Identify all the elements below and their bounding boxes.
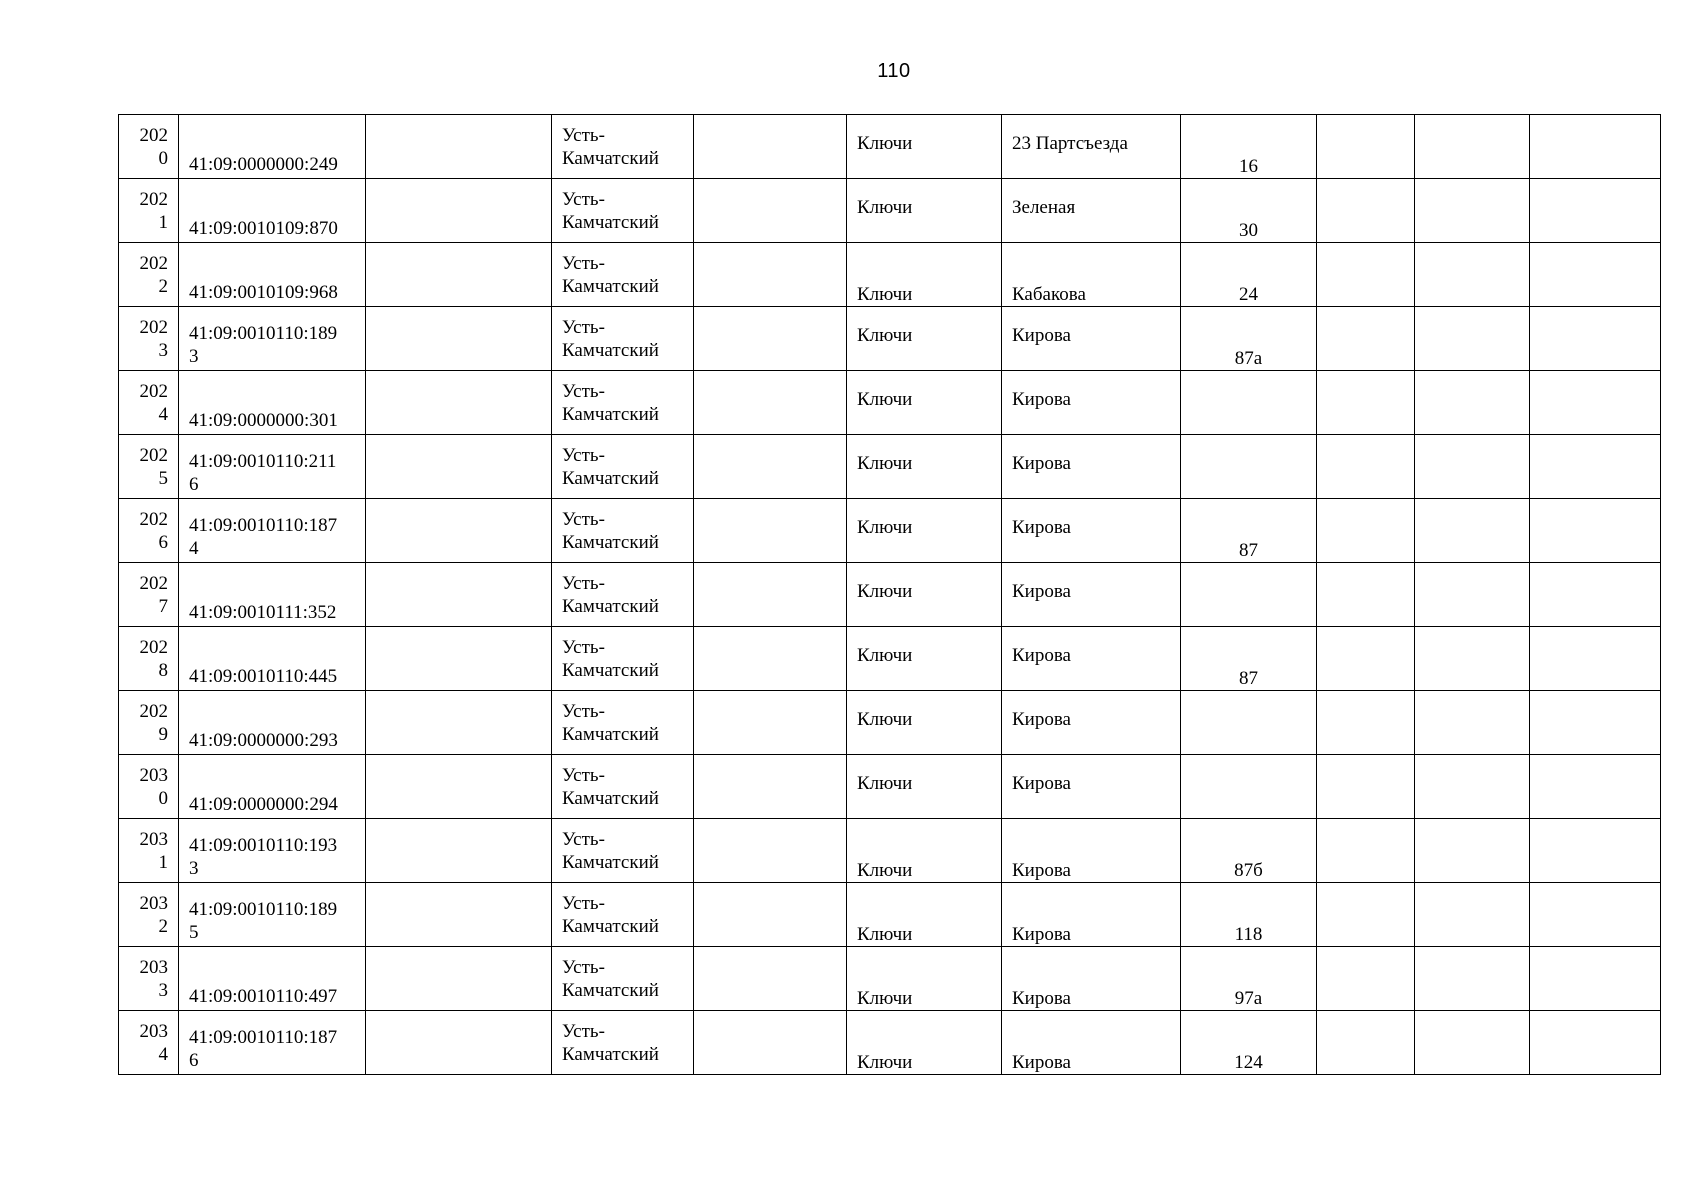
row-number-cell (119, 499, 179, 563)
empty-cell (694, 243, 847, 307)
table-row (119, 243, 1661, 307)
district-name-part: Усть- (562, 829, 605, 850)
district-name-part: Камчатский (562, 660, 659, 681)
registry-table-body (119, 115, 1661, 1075)
row-number-cell (119, 435, 179, 499)
empty-cell (1530, 947, 1661, 1011)
table-row (119, 947, 1661, 1011)
table-row (119, 883, 1661, 947)
empty-cell (1317, 755, 1415, 819)
empty-cell (1415, 947, 1530, 1011)
empty-cell (366, 883, 552, 947)
street-cell: Кирова (1002, 499, 1181, 563)
locality-cell: Ключи (847, 947, 1002, 1011)
empty-cell (694, 115, 847, 179)
empty-cell (1317, 371, 1415, 435)
row-number-part: 202 (139, 701, 168, 722)
district-cell (552, 1011, 694, 1075)
district-cell (552, 307, 694, 371)
cadastral-number-part: 41:09:0000000:301 (189, 410, 338, 431)
cadastral-number-part: 41:09:0010110:187 (189, 515, 338, 536)
empty-cell (1317, 499, 1415, 563)
table-row (119, 563, 1661, 627)
cadastral-number-part: 3 (189, 858, 199, 879)
empty-cell (1530, 691, 1661, 755)
district-name-part: Усть- (562, 573, 605, 594)
street-cell: Кирова (1002, 947, 1181, 1011)
district-name-part: Усть- (562, 701, 605, 722)
empty-cell (1530, 627, 1661, 691)
table-row (119, 755, 1661, 819)
empty-cell (1317, 307, 1415, 371)
district-cell (552, 563, 694, 627)
cadastral-number-cell (179, 115, 366, 179)
district-cell (552, 179, 694, 243)
table-row (119, 691, 1661, 755)
cadastral-number-part: 4 (189, 538, 199, 559)
row-number-part: 202 (139, 125, 168, 146)
street-cell: Кирова (1002, 627, 1181, 691)
street-cell: Кирова (1002, 691, 1181, 755)
cadastral-number-part: 6 (189, 474, 199, 495)
locality-cell: Ключи (847, 115, 1002, 179)
row-number-part: 202 (139, 253, 168, 274)
empty-cell (694, 1011, 847, 1075)
cadastral-number-cell (179, 947, 366, 1011)
district-name-part: Камчатский (562, 980, 659, 1001)
row-number-cell (119, 563, 179, 627)
locality-cell: Ключи (847, 563, 1002, 627)
empty-cell (1415, 691, 1530, 755)
house-number-cell: 87а (1181, 307, 1317, 371)
cadastral-number-part: 41:09:0000000:249 (189, 154, 338, 175)
row-number-part: 203 (139, 829, 168, 850)
empty-cell (1415, 179, 1530, 243)
empty-cell (1317, 115, 1415, 179)
table-row (119, 1011, 1661, 1075)
empty-cell (1530, 755, 1661, 819)
empty-cell (1317, 435, 1415, 499)
cadastral-number-part: 41:09:0010110:211 (189, 451, 337, 472)
empty-cell (694, 499, 847, 563)
empty-cell (366, 179, 552, 243)
empty-cell (1317, 563, 1415, 627)
locality-cell: Ключи (847, 179, 1002, 243)
empty-cell (694, 307, 847, 371)
street-cell: Кирова (1002, 307, 1181, 371)
cadastral-number-cell (179, 1011, 366, 1075)
district-name-part: Усть- (562, 381, 605, 402)
table-row (119, 819, 1661, 883)
house-number-cell: 87 (1181, 499, 1317, 563)
row-number-cell (119, 243, 179, 307)
empty-cell (1530, 243, 1661, 307)
empty-cell (1415, 499, 1530, 563)
empty-cell (1415, 243, 1530, 307)
empty-cell (366, 115, 552, 179)
district-name-part: Камчатский (562, 404, 659, 425)
street-cell: Кирова (1002, 755, 1181, 819)
row-number-cell (119, 883, 179, 947)
row-number-part: 5 (158, 468, 168, 489)
empty-cell (1317, 627, 1415, 691)
street-cell: Кирова (1002, 883, 1181, 947)
locality-cell: Ключи (847, 883, 1002, 947)
cadastral-number-cell (179, 691, 366, 755)
district-name-part: Усть- (562, 189, 605, 210)
cadastral-number-cell (179, 819, 366, 883)
row-number-part: 203 (139, 893, 168, 914)
district-cell (552, 755, 694, 819)
row-number-cell (119, 307, 179, 371)
empty-cell (1317, 819, 1415, 883)
empty-cell (1530, 371, 1661, 435)
row-number-part: 4 (158, 1044, 168, 1065)
empty-cell (694, 435, 847, 499)
row-number-part: 202 (139, 445, 168, 466)
empty-cell (1415, 627, 1530, 691)
street-cell: Кирова (1002, 819, 1181, 883)
empty-cell (1530, 883, 1661, 947)
district-name-part: Камчатский (562, 724, 659, 745)
empty-cell (694, 179, 847, 243)
house-number-cell: 16 (1181, 115, 1317, 179)
empty-cell (1415, 755, 1530, 819)
row-number-cell (119, 115, 179, 179)
empty-cell (366, 243, 552, 307)
locality-cell: Ключи (847, 371, 1002, 435)
district-name-part: Камчатский (562, 532, 659, 553)
row-number-part: 0 (158, 788, 168, 809)
empty-cell (1317, 883, 1415, 947)
district-cell (552, 883, 694, 947)
district-name-part: Усть- (562, 637, 605, 658)
district-name-part: Усть- (562, 893, 605, 914)
empty-cell (1415, 883, 1530, 947)
empty-cell (1317, 179, 1415, 243)
cadastral-number-part: 5 (189, 922, 199, 943)
page-number: 110 (877, 60, 911, 82)
cadastral-number-part: 3 (189, 346, 199, 367)
house-number-cell: 118 (1181, 883, 1317, 947)
cadastral-number-cell (179, 627, 366, 691)
cadastral-number-part: 41:09:0010110:193 (189, 835, 338, 856)
cadastral-number-part: 41:09:0010110:187 (189, 1027, 338, 1048)
cadastral-number-cell (179, 307, 366, 371)
street-cell: Зеленая (1002, 179, 1181, 243)
cadastral-number-cell (179, 499, 366, 563)
locality-cell: Ключи (847, 691, 1002, 755)
table-row (119, 307, 1661, 371)
row-number-part: 202 (139, 637, 168, 658)
row-number-part: 203 (139, 957, 168, 978)
cadastral-number-part: 41:09:0000000:293 (189, 730, 338, 751)
district-name-part: Усть- (562, 1021, 605, 1042)
empty-cell (1415, 1011, 1530, 1075)
empty-cell (1415, 115, 1530, 179)
row-number-cell (119, 691, 179, 755)
cadastral-number-part: 6 (189, 1050, 199, 1071)
district-name-part: Усть- (562, 125, 605, 146)
row-number-part: 2 (158, 276, 168, 297)
district-cell (552, 627, 694, 691)
district-cell (552, 371, 694, 435)
cadastral-number-cell (179, 243, 366, 307)
cadastral-number-part: 41:09:0010109:870 (189, 218, 338, 239)
house-number-cell (1181, 691, 1317, 755)
registry-table (118, 114, 1661, 1075)
table-row (119, 371, 1661, 435)
row-number-part: 1 (158, 212, 168, 233)
table-row (119, 627, 1661, 691)
district-name-part: Усть- (562, 317, 605, 338)
row-number-part: 203 (139, 765, 168, 786)
house-number-cell: 87б (1181, 819, 1317, 883)
empty-cell (1317, 243, 1415, 307)
cadastral-number-part: 41:09:0010111:352 (189, 602, 337, 623)
empty-cell (1530, 563, 1661, 627)
empty-cell (1530, 819, 1661, 883)
house-number-cell (1181, 755, 1317, 819)
empty-cell (1415, 371, 1530, 435)
row-number-part: 9 (158, 724, 168, 745)
street-cell: Кабакова (1002, 243, 1181, 307)
empty-cell (1415, 307, 1530, 371)
district-name-part: Камчатский (562, 852, 659, 873)
empty-cell (366, 947, 552, 1011)
empty-cell (366, 1011, 552, 1075)
empty-cell (1415, 563, 1530, 627)
empty-cell (694, 947, 847, 1011)
empty-cell (1530, 435, 1661, 499)
house-number-cell: 87 (1181, 627, 1317, 691)
empty-cell (366, 371, 552, 435)
row-number-part: 1 (158, 852, 168, 873)
empty-cell (366, 435, 552, 499)
district-cell (552, 243, 694, 307)
row-number-cell (119, 627, 179, 691)
empty-cell (366, 755, 552, 819)
locality-cell: Ключи (847, 1011, 1002, 1075)
district-cell (552, 499, 694, 563)
district-cell (552, 819, 694, 883)
empty-cell (366, 563, 552, 627)
locality-cell: Ключи (847, 435, 1002, 499)
locality-cell: Ключи (847, 755, 1002, 819)
row-number-part: 8 (158, 660, 168, 681)
cadastral-number-part: 41:09:0010110:445 (189, 666, 338, 687)
locality-cell: Ключи (847, 627, 1002, 691)
district-name-part: Камчатский (562, 468, 659, 489)
street-cell: 23 Партсъезда (1002, 115, 1181, 179)
empty-cell (366, 499, 552, 563)
row-number-part: 3 (158, 340, 168, 361)
district-name-part: Камчатский (562, 212, 659, 233)
cadastral-number-part: 41:09:0010110:189 (189, 323, 338, 344)
street-cell: Кирова (1002, 563, 1181, 627)
row-number-part: 2 (158, 916, 168, 937)
row-number-cell (119, 947, 179, 1011)
cadastral-number-cell (179, 563, 366, 627)
row-number-part: 202 (139, 189, 168, 210)
street-cell: Кирова (1002, 1011, 1181, 1075)
cadastral-number-cell (179, 755, 366, 819)
empty-cell (366, 307, 552, 371)
row-number-part: 0 (158, 148, 168, 169)
table-row (119, 179, 1661, 243)
empty-cell (366, 691, 552, 755)
cadastral-number-cell (179, 883, 366, 947)
house-number-cell: 124 (1181, 1011, 1317, 1075)
district-name-part: Усть- (562, 957, 605, 978)
empty-cell (1415, 435, 1530, 499)
row-number-part: 202 (139, 573, 168, 594)
empty-cell (1530, 179, 1661, 243)
row-number-part: 6 (158, 532, 168, 553)
row-number-cell (119, 1011, 179, 1075)
cadastral-number-part: 41:09:0000000:294 (189, 794, 338, 815)
table-row (119, 435, 1661, 499)
empty-cell (694, 371, 847, 435)
empty-cell (1530, 307, 1661, 371)
empty-cell (1317, 691, 1415, 755)
district-name-part: Камчатский (562, 340, 659, 361)
row-number-cell (119, 179, 179, 243)
empty-cell (1415, 819, 1530, 883)
row-number-cell (119, 755, 179, 819)
row-number-part: 3 (158, 980, 168, 1001)
empty-cell (694, 883, 847, 947)
district-cell (552, 115, 694, 179)
empty-cell (1530, 499, 1661, 563)
row-number-cell (119, 819, 179, 883)
empty-cell (1530, 1011, 1661, 1075)
row-number-part: 202 (139, 381, 168, 402)
cadastral-number-cell (179, 179, 366, 243)
district-name-part: Усть- (562, 765, 605, 786)
empty-cell (694, 627, 847, 691)
locality-cell: Ключи (847, 307, 1002, 371)
empty-cell (694, 819, 847, 883)
district-name-part: Усть- (562, 509, 605, 530)
cadastral-number-cell (179, 371, 366, 435)
district-cell (552, 435, 694, 499)
house-number-cell: 24 (1181, 243, 1317, 307)
row-number-cell (119, 371, 179, 435)
house-number-cell (1181, 371, 1317, 435)
district-name-part: Камчатский (562, 276, 659, 297)
empty-cell (1317, 1011, 1415, 1075)
district-name-part: Камчатский (562, 1044, 659, 1065)
empty-cell (694, 563, 847, 627)
district-name-part: Камчатский (562, 788, 659, 809)
house-number-cell: 30 (1181, 179, 1317, 243)
cadastral-number-part: 41:09:0010110:189 (189, 899, 338, 920)
district-cell (552, 691, 694, 755)
house-number-cell (1181, 563, 1317, 627)
cadastral-number-part: 41:09:0010110:497 (189, 986, 338, 1007)
locality-cell: Ключи (847, 819, 1002, 883)
row-number-part: 203 (139, 1021, 168, 1042)
row-number-part: 7 (158, 596, 168, 617)
district-cell (552, 947, 694, 1011)
row-number-part: 202 (139, 317, 168, 338)
empty-cell (694, 755, 847, 819)
empty-cell (1317, 947, 1415, 1011)
row-number-part: 202 (139, 509, 168, 530)
empty-cell (366, 627, 552, 691)
district-name-part: Камчатский (562, 148, 659, 169)
locality-cell: Ключи (847, 243, 1002, 307)
district-name-part: Камчатский (562, 596, 659, 617)
district-name-part: Усть- (562, 253, 605, 274)
empty-cell (694, 691, 847, 755)
house-number-cell: 97а (1181, 947, 1317, 1011)
table-row (119, 499, 1661, 563)
street-cell: Кирова (1002, 435, 1181, 499)
street-cell: Кирова (1002, 371, 1181, 435)
district-name-part: Камчатский (562, 916, 659, 937)
empty-cell (1530, 115, 1661, 179)
cadastral-number-cell (179, 435, 366, 499)
row-number-part: 4 (158, 404, 168, 425)
district-name-part: Усть- (562, 445, 605, 466)
locality-cell: Ключи (847, 499, 1002, 563)
cadastral-number-part: 41:09:0010109:968 (189, 282, 338, 303)
house-number-cell (1181, 435, 1317, 499)
empty-cell (366, 819, 552, 883)
table-row (119, 115, 1661, 179)
